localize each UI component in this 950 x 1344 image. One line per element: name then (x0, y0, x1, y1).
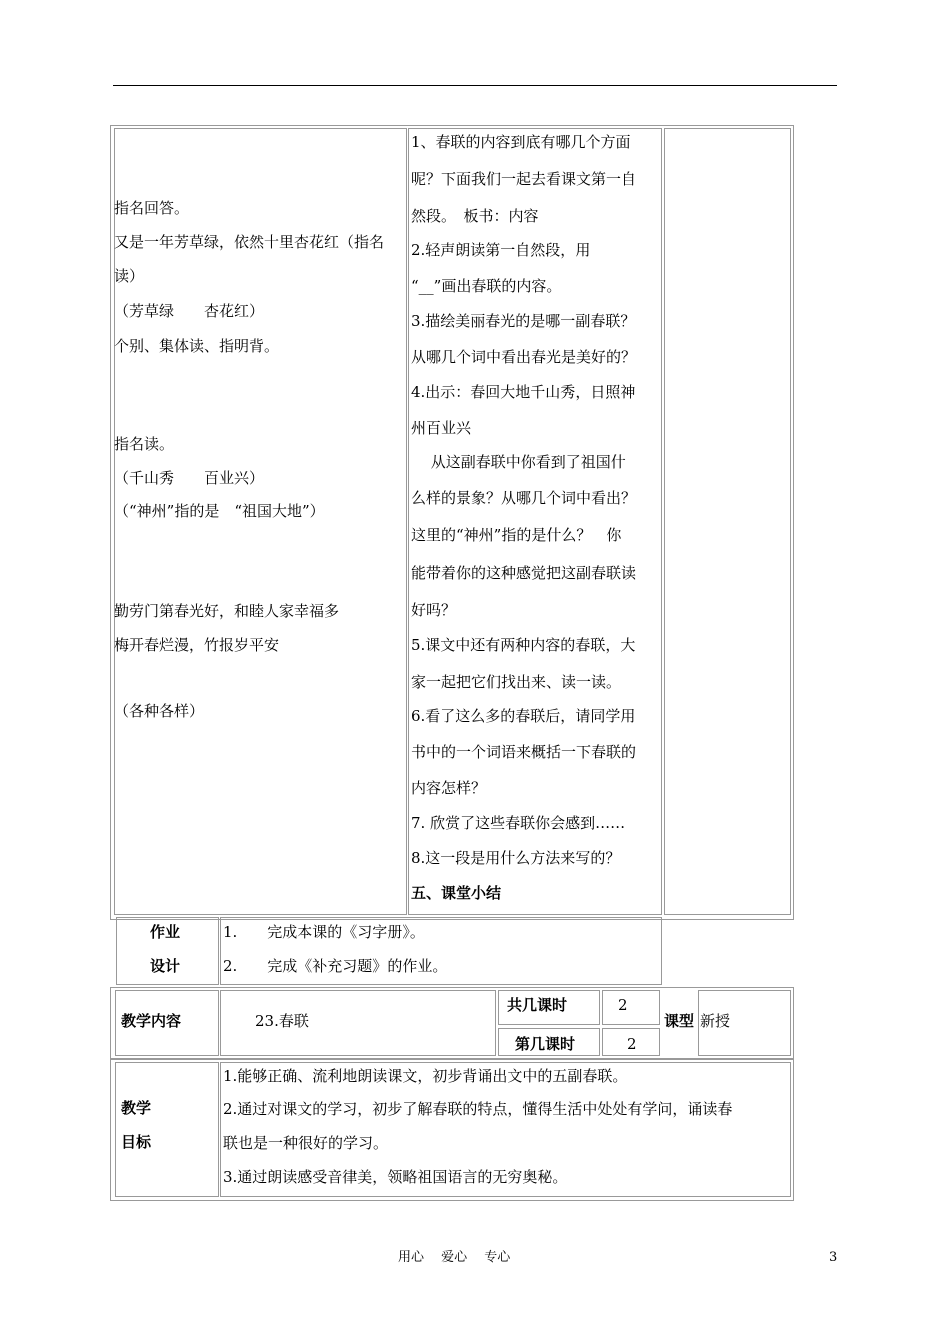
right-line: 这里的“神州”指的是什么？ 你 (411, 526, 622, 544)
goal-line: 2.通过对课文的学习，初步了解春联的特点，懂得生活中处处有学问，诵读春 (223, 1100, 733, 1118)
left-line: （芳草绿 杏花红） (114, 302, 265, 320)
left-line: （各种各样） (114, 702, 205, 720)
goals-label: 教学 (121, 1099, 152, 1117)
section-heading: 五、课堂小结 (411, 884, 502, 902)
nth-hour-label: 第几课时 (515, 1035, 576, 1053)
side-cell (664, 128, 791, 915)
goals-label: 目标 (121, 1133, 152, 1151)
right-line: 好吗？ (411, 601, 457, 619)
left-line: 读） (114, 267, 145, 285)
left-line: 指名读。 (114, 435, 175, 453)
right-line: 8.这一段是用什么方法来写的？ (411, 849, 621, 867)
total-value-cell (602, 990, 660, 1025)
nth-hour-value: 2 (627, 1035, 637, 1053)
homework-item: 1. 完成本课的《习字册》。 (223, 923, 425, 941)
left-line: 梅开春烂漫，竹报岁平安 (114, 636, 280, 654)
lesson-title: 23.春联 (255, 1012, 309, 1030)
homework-label: 作业 (150, 923, 181, 941)
right-line: 2.轻声朗读第一自然段，用 (411, 241, 591, 259)
right-line: 1、春联的内容到底有哪几个方面 (411, 133, 631, 151)
right-line: 然段。 板书：内容 (411, 207, 539, 225)
left-line: 勤劳门第春光好，和睦人家幸福多 (114, 602, 340, 620)
total-hours-value: 2 (618, 996, 628, 1014)
right-line: 书中的一个词语来概括一下春联的 (411, 743, 637, 761)
right-line: 6.看了这么多的春联后，请同学用 (411, 707, 636, 725)
right-line: 从这副春联中你看到了祖国什 (411, 453, 626, 471)
goal-line: 3.通过朗读感受音律美，领略祖国语言的无穷奥秘。 (223, 1168, 568, 1186)
right-line: 3.描绘美丽春光的是哪一副春联？ (411, 312, 636, 330)
goals-label-cell (115, 1062, 219, 1197)
header-rule (113, 85, 837, 86)
homework-label: 设计 (150, 957, 181, 975)
homework-item: 2. 完成《补充习题》的作业。 (223, 957, 448, 975)
right-line: 能带着你的这种感觉把这副春联读 (411, 564, 637, 582)
right-line: “__”画出春联的内容。 (411, 277, 562, 295)
left-line: （千山秀 百业兴） (114, 469, 265, 487)
right-line: 州百业兴 (411, 419, 472, 437)
total-hours-label: 共几课时 (507, 996, 568, 1014)
content-label: 教学内容 (121, 1012, 182, 1030)
right-line: 4.出示：春回大地千山秀，日照神 (411, 383, 636, 401)
left-line: （“神州”指的是 “祖国大地”） (114, 502, 325, 520)
right-line: 5.课文中还有两种内容的春联，大 (411, 636, 636, 654)
left-line: 个别、集体读、指明背。 (114, 337, 280, 355)
goal-line: 联也是一种很好的学习。 (223, 1134, 389, 1152)
right-line: 从哪几个词中看出春光是美好的？ (411, 348, 637, 366)
lesson-type-label: 课型 (664, 1012, 695, 1030)
right-line: 家一起把它们找出来、读一读。 (411, 673, 622, 691)
right-line: 么样的景象？从哪几个词中看出？ (411, 489, 637, 507)
goal-line: 1.能够正确、流利地朗读课文，初步背诵出文中的五副春联。 (223, 1067, 628, 1085)
left-line: 指名回答。 (114, 199, 190, 217)
left-line: 又是一年芳草绿，依然十里杏花红（指名 (114, 233, 385, 251)
footer-motto: 用心 爱心 专心 (398, 1250, 511, 1265)
page-number: 3 (829, 1250, 838, 1265)
right-line: 内容怎样？ (411, 779, 487, 797)
right-line: 呢？下面我们一起去看课文第一自 (411, 170, 637, 188)
lesson-type-value: 新授 (700, 1012, 731, 1030)
right-line: 7. 欣赏了这些春联你会感到…… (411, 814, 626, 832)
